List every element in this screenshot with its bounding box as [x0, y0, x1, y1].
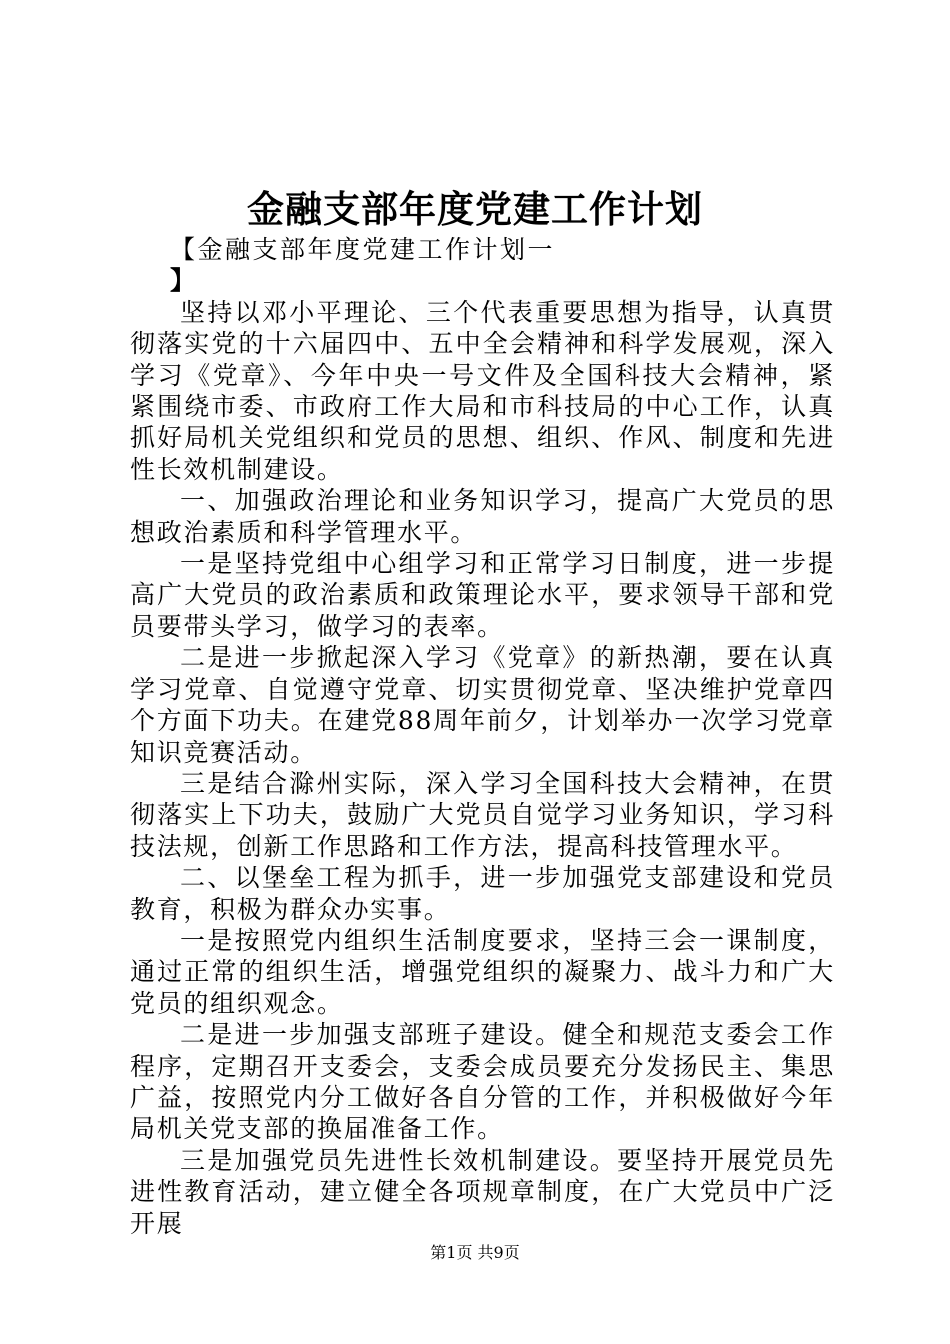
paragraph: 坚持以邓小平理论、三个代表重要思想为指导，认真贯彻落实党的十六届四中、五中全会精神和科学发展观，深入学习《党章》、今年中央一号文件及全国科技大会精神，紧紧围绕市委、市政府工作大局和市科技局的中心工作，认真抓好局机关党组织和党员的思想、组织、作风、制度和先进性长效机制建设。 — [130, 297, 835, 484]
page-footer: 第1页 共9页 — [430, 1243, 520, 1262]
section-subtitle: 【金融支部年度党建工作计划一 — [170, 235, 556, 264]
document-title: 金融支部年度党建工作计划 — [247, 187, 703, 231]
paragraph: 三是加强党员先进性长效机制建设。要坚持开展党员先进性教育活动，建立健全各项规章制度，在广大党员中广泛开展 — [130, 1145, 835, 1238]
document-body — [130, 234, 835, 1239]
paragraph: 二是进一步加强支部班子建设。健全和规范支委会工作程序，定期召开支委会，支委会成员要充分发扬民主、集思广益，按照党内分工做好各自分管的工作，并积极做好今年局机关党支部的换届准备工作。 — [130, 1020, 835, 1144]
paragraph: 一是坚持党组中心组学习和正常学习日制度，进一步提高广大党员的政治素质和政策理论水平，要求领导干部和党员要带头学习，做学习的表率。 — [130, 549, 835, 641]
paragraph: 一、加强政治理论和业务知识学习，提高广大党员的思想政治素质和科学管理水平。 — [130, 486, 835, 547]
paragraph: 三是结合滁州实际，深入学习全国科技大会精神，在贯彻落实上下功夫，鼓励广大党员自觉学习业务知识，学习科技法规，创新工作思路和工作方法，提高科技管理水平。 — [130, 768, 835, 861]
section-subtitle-close: 】 — [170, 266, 197, 296]
paragraph: 一是按照党内组织生活制度要求，坚持三会一课制度，通过正常的组织生活，增强党组织的凝聚力、战斗力和广大党员的组织观念。 — [130, 925, 835, 1018]
paragraph: 二、以堡垒工程为抓手，进一步加强党支部建设和党员教育，积极为群众办实事。 — [130, 863, 835, 924]
paragraph: 二是进一步掀起深入学习《党章》的新热潮，要在认真学习党章、自觉遵守党章、切实贯彻党章、坚决维护党章四个方面下功夫。在建党88周年前夕，计划举办一次学习党章知识竞赛活动。 — [130, 643, 835, 767]
